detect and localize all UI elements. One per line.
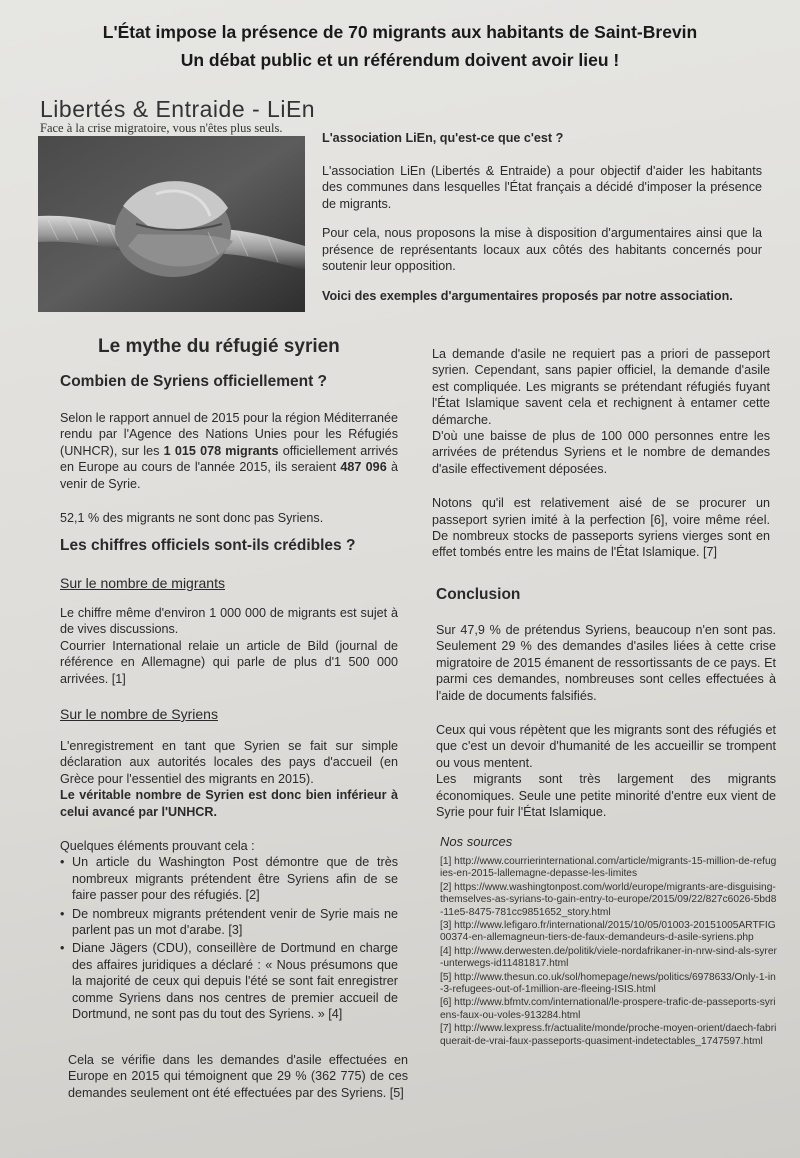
source-item: [7] http://www.lexpress.fr/actualite/monde/proche-moyen-orient/daech-fabriquerait-de-vrai-faux-passeports-quasiment-indetectables_1747597.html [440, 1023, 777, 1047]
left-column-block-4 [68, 1052, 408, 1101]
heading-credible: Les chiffres officiels sont-ils crédibles ? [60, 537, 356, 554]
source-item: [1] http://www.courrierinternational.com/article/migrants-15-million-de-refugies-en-2015-lallemagne-depasse-les-limites [440, 856, 777, 880]
paragraph-conclusion-3: Les migrants sont très largement des migrants économiques. Seule une petite minorité d'entre eux vient de Syrie pour fuir l'État Islamique. [436, 772, 776, 820]
text-unhcr-c: officiellement arrivés en Europe au cours de l'année 2015, ils seraient [60, 443, 398, 475]
left-column-block-2 [60, 605, 398, 687]
paragraph-migrants-1: Le chiffre même d'environ 1 000 000 de migrants est sujet à de vives discussions. [60, 606, 398, 637]
list-item: • Un article du Washington Post démontre que de très nombreux migrants prétendent être Syriens afin de se faire passer pour des réfugiés. [2] [60, 854, 398, 903]
paragraph-percentage: 52,1 % des migrants ne sont donc pas Syriens. [60, 511, 324, 526]
association-intro [322, 130, 762, 317]
association-para-1: L'association LiEn (Libertés & Entraide) a pour objectif d'aider les habitants des communes dans lesquelles l'État français a décidé d'imposer la présence de migrants. [322, 163, 762, 211]
right-column-block-2 [436, 622, 776, 820]
text-unhcr-a: Selon le rapport annuel de 2015 pour la région Méditerranée rendu par l'Agence des Nations Unies pour les Réfugiés (UNHCR), sur les [60, 411, 398, 458]
association-lead: Voici des exemples d'argumentaires proposés par notre association. [322, 288, 733, 303]
logo-tagline: Face à la crise migratoire, vous n'êtes plus seuls. [40, 121, 283, 135]
source-item: [5] http://www.thesun.co.uk/sol/homepage/news/politics/6978633/Only-1-in-3-refugees-out-of-1million-are-fleeing-ISIS.html [440, 971, 776, 996]
section-title: Le mythe du réfugié syrien [98, 336, 340, 357]
paragraph-passeport: Notons qu'il est relativement aisé de se procurer un passeport syrien imité à la perfection [6], voire même réel. De nombreux stocks de passeports syriens vierges sont en effet tombés entre les mains de l'État Islamique. [7] [432, 496, 770, 560]
rope-knot-illustration [38, 136, 305, 312]
list-item: • De nombreux migrants prétendent venir de Syrie mais ne parlent pas un mot d'arabe. [3] [60, 906, 398, 939]
heading-conclusion: Conclusion [436, 586, 521, 603]
logo-title: Libertés & Entraide - LiEn [40, 96, 316, 122]
paragraph-migrants-2: Courrier International relaie un article de Bild (journal de référence en Allemagne) qui parle de plus d'1 500 000 arrivées. [1] [60, 638, 398, 686]
headline-line-2: Un débat public et un référendum doivent avoir lieu ! [180, 50, 620, 70]
left-column-block-3 [60, 738, 398, 1025]
source-item: [4] http://www.derwesten.de/politik/viele-nordafrikaner-in-nrw-sind-als-syrer-unterwegs-id11481817.html [440, 945, 777, 970]
paragraph-asile-2: D'où une baisse de plus de 100 000 personnes entre les arrivées de prétendus Syriens et le nombre de demandes d'asile effectivement déposées. [432, 429, 770, 476]
right-column-block-1 [432, 346, 770, 561]
paragraph-conclusion-1: Sur 47,9 % de prétendus Syriens, beaucoup n'en sont pas. Seulement 29 % des demandes d'asiles liées à cette crise migratoire de 2015 émanent de ressortissants de ce pays. Et parmi ces demandes, nombreuses sont celles effectuées à l'aide de documents falsifiés. [436, 623, 776, 703]
figure-syrians: 487 096 [340, 460, 387, 475]
source-item: [2] https://www.washingtonpost.com/world/europe/migrants-are-disguising-themselves-as-syrians-to-gain-entry-to-europe/2015/09/22/827c6026-5bd8-11e5-8475-781cc9851652_story.html [440, 881, 777, 918]
text-unhcr-e: à venir de Syrie. [60, 460, 398, 491]
subheading-syriens: Sur le nombre de Syriens [60, 706, 218, 722]
source-item: [6] http://www.bfmtv.com/international/le-prospere-trafic-de-passeports-syriens-faux-ou-voles-913284.html [440, 997, 776, 1021]
association-para-2: Pour cela, nous proposons la mise à disposition d'argumentaires ainsi que la présence de représentants locaux aux côtés des habitants concernés pour soutenir leur opposition. [322, 226, 762, 273]
sources-list [440, 856, 778, 1049]
left-column-block-1 [60, 410, 398, 526]
association-question: L'association LiEn, qu'est-ce que c'est ? [322, 131, 564, 145]
subheading-migrants: Sur le nombre de migrants [60, 575, 225, 591]
paragraph-syriens-bold: Le véritable nombre de Syrien est donc bien inférieur à celui avancé par l'UNHCR. [60, 788, 398, 819]
figure-total-migrants: 1 015 078 migrants [163, 443, 279, 458]
evidence-list [60, 854, 398, 1022]
paragraph-unhcr [60, 410, 398, 492]
sources-title: Nos sources [440, 834, 513, 849]
heading-count: Combien de Syriens officiellement ? [60, 373, 328, 390]
paragraph-verification: Cela se vérifie dans les demandes d'asile effectuées en Europe en 2015 qui témoignent que 29 % (362 775) de ces demandes seulement ont été effectuées par des Syriens. [5] [68, 1053, 408, 1100]
paragraph-elements: Quelques éléments prouvant cela : [60, 839, 255, 854]
rope-knot-photo [38, 136, 305, 312]
paragraph-conclusion-2: Ceux qui vous répètent que les migrants sont des réfugiés et que c'est un devoir d'humanité de les accueillir se trompent ou vous mentent. [436, 723, 776, 770]
headline-line-1: L'État impose la présence de 70 migrants aux habitants de Saint-Brevin [102, 22, 698, 42]
source-item: [3] http://www.lefigaro.fr/international/2015/10/05/01003-20151005ARTFIG00374-en-allemagneun-tiers-de-faux-demandeurs-d-asile-syriens.php [440, 920, 776, 944]
list-item: • Diane Jägers (CDU), conseillère de Dortmund en charge des affaires juridiques a déclaré : « Nous présumons que la majorité de ceux qui depuis l'été se sont fait enregistrer comme Syriens dans nos centres de premier accueil de Dortmund, ne sont pas du tout des Syriens. » [4] [60, 940, 398, 1022]
paragraph-asile-1: La demande d'asile ne requiert pas a priori de passeport syrien. Cependant, sans papier officiel, la demande d'asile est compliquée. Les migrants se prétendant réfugiés fuyant l'État Islamique savent cela et rechignent à entamer cette démarche. [432, 347, 770, 427]
paragraph-syriens: L'enregistrement en tant que Syrien se fait sur simple déclaration aux autorités locales des pays d'accueil (en Grèce pour l'essentiel des migrants en 2015). [60, 739, 398, 786]
